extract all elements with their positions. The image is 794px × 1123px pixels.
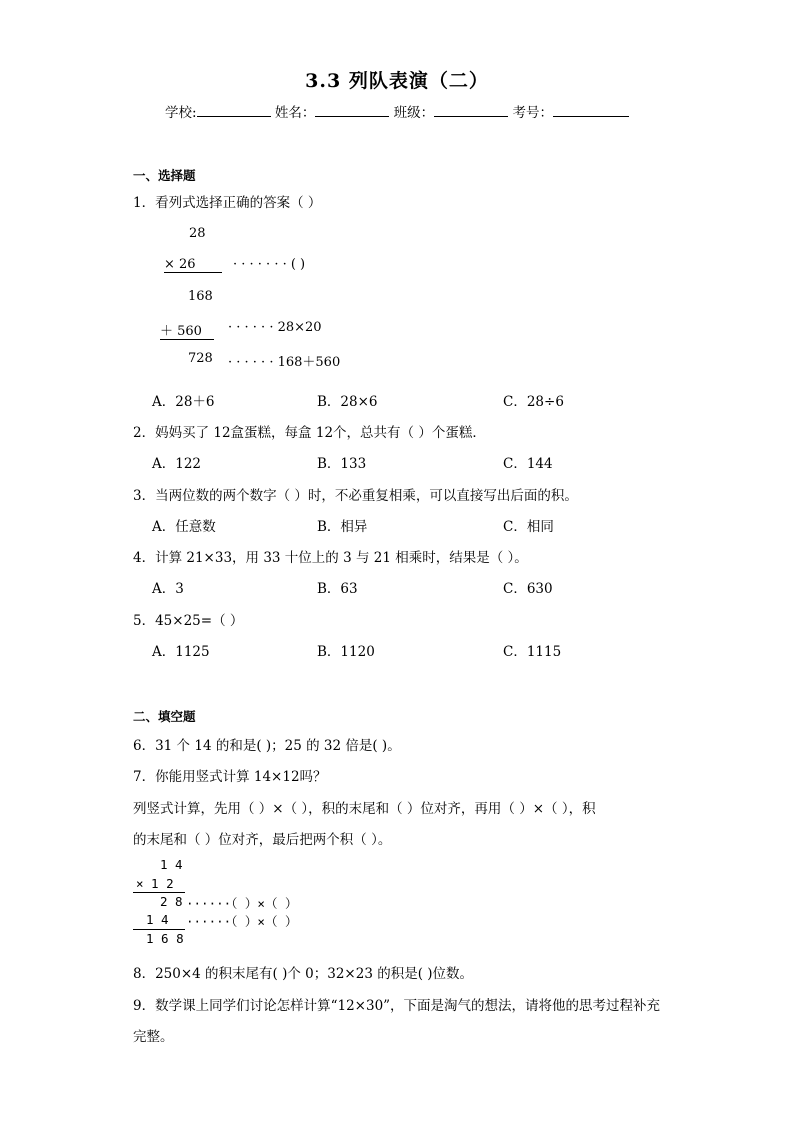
question-2-stem: 2．妈妈买了 12盒蛋糕，每盒 12个，总共有（ ）个蛋糕． — [133, 425, 486, 441]
q1-option-b[interactable]: B．28×6 — [317, 394, 378, 410]
q7-calc-partial-2: 1 4 — [146, 912, 169, 927]
class-label: 班级： — [393, 105, 435, 121]
q4-option-c[interactable]: C．630 — [503, 581, 553, 597]
exam-number-blank[interactable] — [553, 103, 629, 117]
q7-calc-note-1: ······（ ）×（ ） — [186, 896, 298, 911]
q5-option-a[interactable]: A．1125 — [152, 644, 210, 660]
q7-calc-multiplier: × 1 2 — [136, 876, 174, 891]
q1-calc-multiplicand: 28 — [189, 226, 206, 241]
q4-option-a[interactable]: A．3 — [152, 581, 184, 597]
q1-calc-note-2: · · · · · · 28×20 — [228, 320, 322, 335]
name-label: 姓名： — [274, 105, 316, 121]
q1-calc-multiplier: × 26 — [164, 257, 222, 273]
q7-calc-note-2: ······（ ）×（ ） — [186, 914, 298, 929]
question-5-stem: 5．45×25=（ ） — [133, 613, 244, 629]
q1-calc-note-3: · · · · · · 168＋560 — [228, 355, 341, 370]
q1-calc-partial-1: 168 — [188, 289, 213, 304]
q1-calc-note-1: · · · · · · · ( ) — [233, 257, 306, 272]
exam-number-label: 考号： — [512, 105, 553, 121]
q1-option-a[interactable]: A．28＋6 — [152, 394, 215, 410]
q1-calc-partial-2: ＋ 560 — [160, 320, 214, 340]
question-3-stem: 3．当两位数的两个数字（ ）时，不必重复相乘，可以直接写出后面的积。 — [133, 488, 578, 504]
q2-option-a[interactable]: A．122 — [152, 456, 202, 472]
q2-option-b[interactable]: B．133 — [317, 456, 367, 472]
q7-calc-multiplicand: 1 4 — [160, 857, 183, 872]
question-7-line-1: 列竖式计算，先用（ ）×（ ），积的末尾和（ ）位对齐，再用（ ）×（ ），积 — [133, 801, 596, 817]
q7-calc-rule-2 — [133, 929, 185, 930]
q4-option-b[interactable]: B．63 — [317, 581, 358, 597]
q5-option-c[interactable]: C．1115 — [503, 644, 562, 660]
section-heading-fill: 二、填空题 — [133, 709, 196, 724]
q7-calc-result: 1 6 8 — [146, 931, 184, 946]
class-blank[interactable] — [434, 103, 508, 117]
q1-option-c[interactable]: C．28÷6 — [503, 394, 564, 410]
question-9-line-1: 9．数学课上同学们讨论怎样计算“12×30”，下面是淘气的想法，请将他的思考过程补充 — [133, 998, 661, 1014]
school-label: 学校: — [165, 105, 197, 121]
question-9-line-2: 完整。 — [133, 1029, 174, 1045]
question-7-stem: 7．你能用竖式计算 14×12吗？ — [133, 769, 327, 785]
question-7-line-2: 的末尾和（ ）位对齐，最后把两个积（ ）。 — [133, 832, 392, 848]
name-blank[interactable] — [315, 103, 389, 117]
q7-calc-rule-1 — [133, 892, 185, 893]
question-1-stem: 1．看列式选择正确的答案（ ） — [133, 195, 322, 211]
q7-calc-partial-1: 2 8 — [160, 894, 183, 909]
q1-calc-result: 728 — [188, 351, 213, 366]
q2-option-c[interactable]: C．144 — [503, 456, 553, 472]
q5-option-b[interactable]: B．1120 — [317, 644, 375, 660]
page-title: 3.3 列队表演（二） — [305, 70, 489, 92]
question-6: 6．31 个 14 的和是( )；25 的 32 倍是( )。 — [133, 738, 401, 754]
q3-option-a[interactable]: A．任意数 — [152, 519, 216, 535]
school-blank[interactable] — [197, 103, 271, 117]
question-4-stem: 4．计算 21×33，用 33 十位上的 3 与 21 相乘时，结果是（ ）。 — [133, 550, 528, 566]
student-info — [165, 101, 629, 121]
q3-option-c[interactable]: C．相同 — [503, 519, 554, 535]
q3-option-b[interactable]: B．相异 — [317, 519, 368, 535]
section-heading-choice: 一、选择题 — [133, 168, 196, 183]
question-8: 8．250×4 的积末尾有( )个 0；32×23 的积是( )位数。 — [133, 966, 474, 982]
